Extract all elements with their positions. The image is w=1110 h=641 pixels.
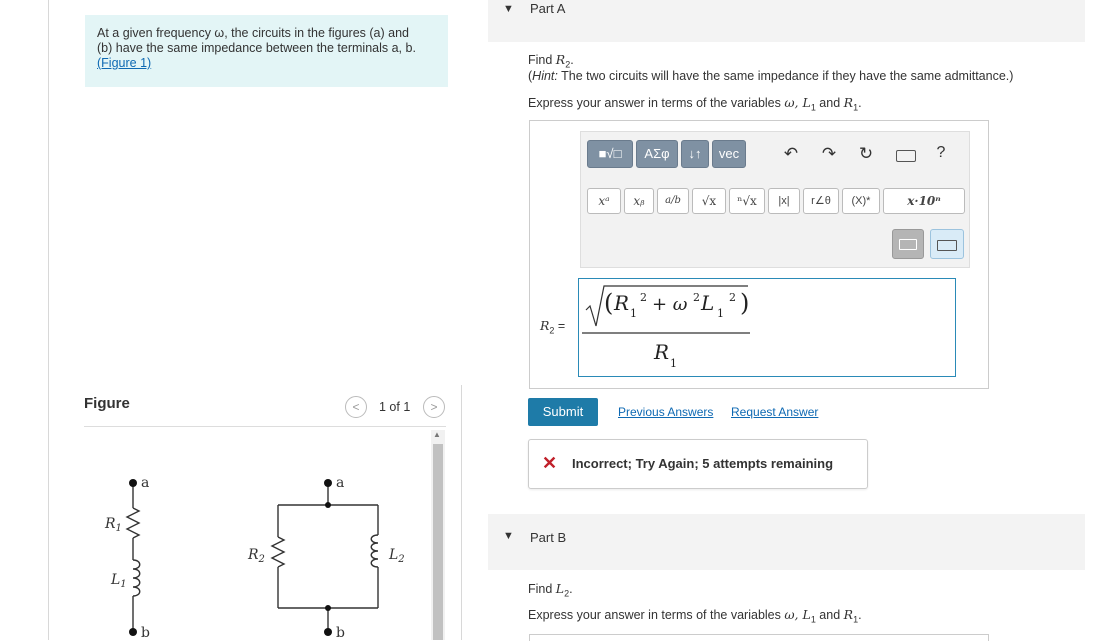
part-b-express: Express your answer in terms of the variables ω, $L_1$ and $R_1$.: [528, 607, 862, 625]
expr-num-plus-omega: + ω: [652, 294, 688, 315]
circuit-a-terminal-b: b: [141, 625, 150, 640]
circuit-b-terminal-a: a: [336, 475, 345, 491]
part-b-find: Find $L_2$.: [528, 581, 573, 599]
terminal-a-dot: [129, 479, 137, 487]
request-answer-link[interactable]: Request Answer: [731, 405, 819, 419]
label-l1: $L_1$: [111, 572, 127, 590]
junction-bottom-dot: [325, 605, 331, 611]
scroll-up-arrow-icon[interactable]: ▲: [433, 430, 441, 439]
arrows-button[interactable]: ↓↑: [681, 140, 709, 168]
figure-title: Figure: [84, 395, 130, 412]
subscript-button[interactable]: xᵦ: [624, 188, 654, 214]
backspace-icon: [899, 239, 917, 250]
left-page-border: [48, 0, 49, 640]
terminal-b-dot: [129, 628, 137, 636]
expr-num-l-sub: 1: [717, 307, 724, 320]
fraction-button[interactable]: a/b: [657, 188, 689, 214]
nroot-button[interactable]: ⁿ√x: [729, 188, 765, 214]
expr-den-r-sub: 1: [670, 357, 677, 370]
prev-figure-button[interactable]: <: [345, 396, 367, 418]
part-a-label: Part A: [530, 1, 566, 16]
incorrect-icon: ✕: [542, 453, 558, 473]
problem-statement: [97, 26, 442, 71]
figure-scrollbar-thumb[interactable]: [433, 444, 443, 640]
undo-icon[interactable]: ↶: [783, 144, 799, 163]
problem-line-2: (b) have the same impedance between the terminals a, b.: [97, 41, 416, 55]
answer-label: $R_2$ =: [540, 318, 566, 336]
greek-button[interactable]: ΑΣφ: [636, 140, 678, 168]
templates-button[interactable]: ■√□: [587, 140, 633, 168]
expr-close-paren: ): [740, 289, 750, 317]
redo-icon[interactable]: ↷: [821, 144, 837, 163]
conjugate-button[interactable]: (X)*: [842, 188, 880, 214]
expr-den-r: R: [654, 340, 670, 364]
expr-open-paren: (: [604, 289, 614, 317]
circuit-b-terminal-b: b: [336, 625, 345, 640]
previous-answers-link[interactable]: Previous Answers: [618, 405, 714, 419]
expr-num-l-pow: 2: [729, 291, 736, 304]
expr-num-r-sub: 1: [630, 307, 637, 320]
resistor-r2-symbol: [272, 537, 284, 567]
circuit-a-terminal-a: a: [141, 475, 150, 491]
keyboard-icon[interactable]: [896, 150, 916, 162]
backspace-button[interactable]: [892, 229, 924, 259]
expr-num-r: R: [614, 291, 630, 315]
superscript-button[interactable]: xᵃ: [587, 188, 621, 214]
expr-num-r-pow: 2: [640, 291, 647, 304]
label-l2: $L_2$: [389, 547, 405, 565]
keyboard-toggle-icon: [937, 240, 957, 251]
part-b-label: Part B: [530, 530, 567, 545]
figure-link[interactable]: (Figure 1): [97, 56, 152, 70]
resistor-r1-symbol: [127, 508, 139, 538]
feedback-box: [528, 439, 868, 489]
next-figure-button[interactable]: >: [423, 396, 445, 418]
center-divider: [461, 385, 462, 640]
terminal-b-a-dot: [324, 479, 332, 487]
part-a-express: Express your answer in terms of the variables ω, $L_1$ and $R_1$.: [528, 95, 862, 113]
vec-button[interactable]: vec: [712, 140, 746, 168]
part-a-header[interactable]: [488, 0, 1085, 42]
feedback-text: Incorrect; Try Again; 5 attempts remaining: [572, 456, 834, 471]
circuit-figure: [95, 465, 415, 640]
figure-page-indicator: 1 of 1: [379, 400, 411, 414]
polar-button[interactable]: r∠θ: [803, 188, 839, 214]
part-a-collapse-icon[interactable]: ▼: [503, 3, 514, 15]
part-b-header[interactable]: [488, 514, 1085, 570]
expr-num-l: L: [701, 291, 715, 315]
part-a-hint: (Hint: The two circuits will have the same impedance if they have the same admittance.): [528, 69, 1014, 83]
terminal-b-b-dot: [324, 628, 332, 636]
problem-line-1: At a given frequency ω, the circuits in the figures (a) and: [97, 26, 409, 40]
help-button[interactable]: ?: [936, 144, 946, 161]
abs-button[interactable]: |x|: [768, 188, 800, 214]
submit-button[interactable]: Submit: [528, 398, 598, 426]
part-b-collapse-icon[interactable]: ▼: [503, 530, 514, 542]
label-r1: $R_1$: [105, 516, 122, 534]
inductor-l2-symbol: [371, 535, 378, 567]
scientific-notation-button[interactable]: x·10ⁿ: [883, 188, 965, 214]
expr-num-omega-pow: 2: [693, 291, 700, 304]
figure-divider: [84, 426, 446, 427]
math-toolbar: [580, 131, 970, 268]
sqrt-button[interactable]: √x: [692, 188, 726, 214]
answer-expression: [580, 280, 760, 374]
label-r2: $R_2$: [248, 547, 265, 565]
keyboard-toggle-button[interactable]: [930, 229, 964, 259]
part-a-find: Find $R_2$.: [528, 52, 574, 70]
inductor-l1-symbol: [133, 560, 140, 596]
junction-top-dot: [325, 502, 331, 508]
reset-icon[interactable]: ↻: [858, 144, 874, 163]
